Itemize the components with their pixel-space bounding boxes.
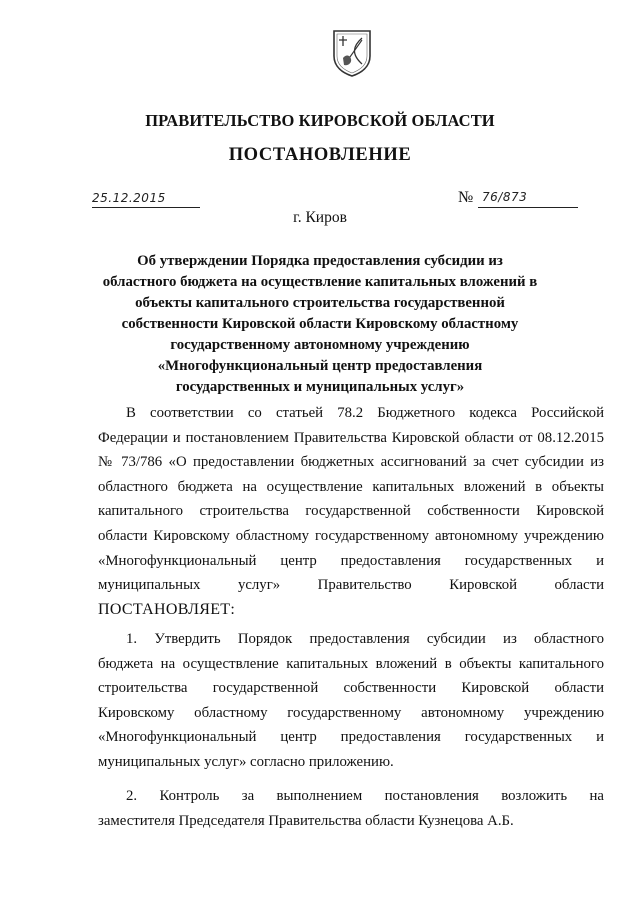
preamble-paragraph [98,401,604,622]
date-underline [92,207,200,208]
document-type: ПОСТАНОВЛЕНИЕ [228,145,412,165]
paragraph-line: муниципальных услуг» Правительство Кировской области [98,577,604,594]
paragraph-line: 1. Утвердить Порядок предоставления субсидии из областного [126,631,604,647]
paragraph-line: заместителя Председателя Правительства области Кузнецова А.Б. [98,812,514,829]
coat-of-arms-icon [331,28,373,78]
paragraph-line: «Многофункциональный центр предоставления государственных и [98,729,604,746]
paragraph-line: Федерации и постановлением Правительства Кировской области от 08.12.2015 [98,429,604,446]
organization-title: ПРАВИТЕЛЬСТВО КИРОВСКОЙ ОБЛАСТИ [145,111,495,130]
paragraph-line: муниципальных услуг» согласно приложению. [98,753,394,770]
number-label: № [458,189,474,206]
paragraph-line: «Многофункциональный центр предоставления государственных и [98,552,604,569]
document-date: 25.12.2015 [92,191,166,205]
paragraph-line: областного бюджета на осуществление капитальных вложений в объекты [98,478,604,495]
clause-1-paragraph [98,627,604,775]
city: г. Киров [293,209,347,226]
document-subject: Об утверждении Порядка предоставления субсидии из областного бюджета на осуществление капитальных вложений в объекты капитального строительства государственной собственности Кировской области Кировскому областному государственному автономному учреждению «Многофункциональный центр предоставления государственных и муниципальных услуг» [102,253,538,395]
number-underline [478,207,578,208]
paragraph-line: строительства государственной собственности Кировской области [98,680,604,697]
document-number: 76/873 [482,190,528,204]
paragraph-line: Кировскому областному государственному автономному учреждению [98,704,604,721]
decree-word: ПОСТАНОВЛЯЕТ: [98,600,236,618]
paragraph-line: 2. Контроль за выполнением постановления возложить на [126,788,604,804]
paragraph-line: бюджета на осуществление капитальных вложений в объекты капитального [98,655,604,672]
clause-2-paragraph [98,784,604,833]
paragraph-line: № 73/786 «О предоставлении бюджетных ассигнований за счет субсидии из [98,454,604,471]
paragraph-line: В соответствии со статьей 78.2 Бюджетного кодекса Российской [126,405,604,421]
paragraph-line: области Кировскому областному государственному автономному учреждению [98,527,604,544]
paragraph-line: капитального строительства государственной собственности Кировской [98,503,604,520]
